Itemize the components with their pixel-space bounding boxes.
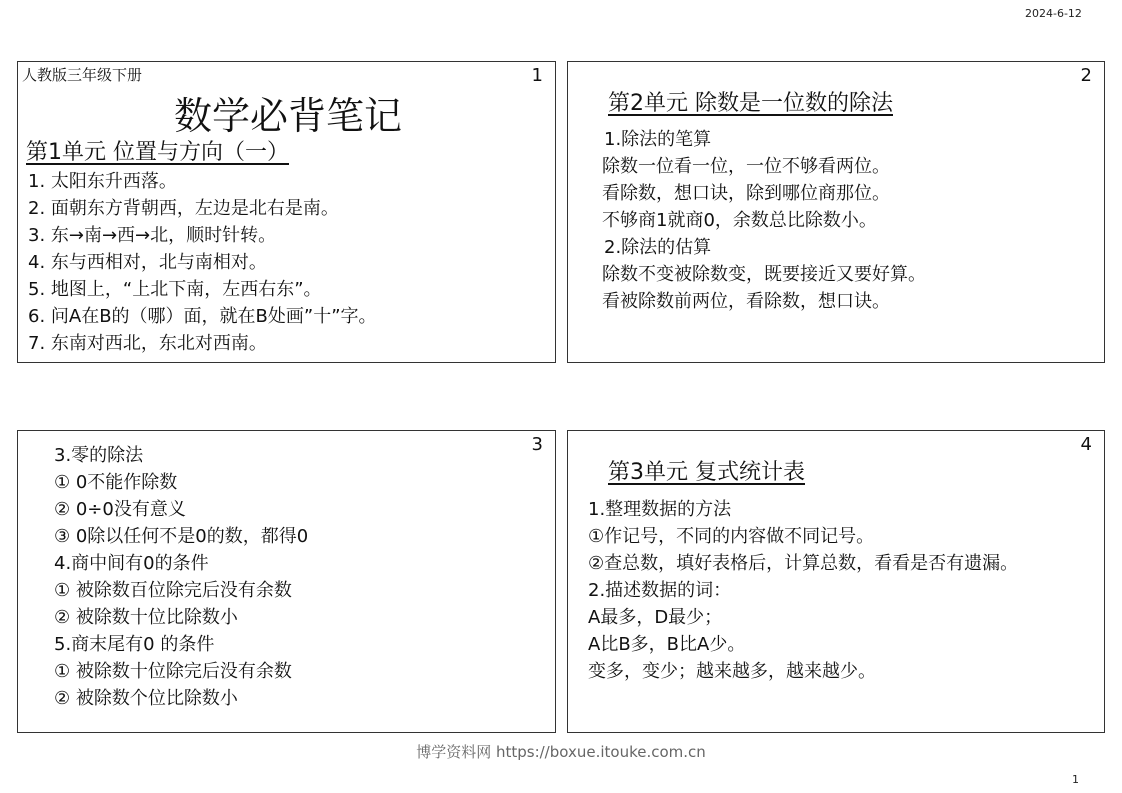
list-item: 不够商1就商0，余数总比除数小。 xyxy=(602,210,877,231)
slide-number: 1 xyxy=(531,65,543,86)
list-item: ②查总数，填好表格后，计算总数，看看是否有遗漏。 xyxy=(588,553,1019,574)
slide-panel-1 xyxy=(17,61,556,363)
list-item: ② 被除数十位比除数小 xyxy=(54,607,238,628)
section-heading: 2.除法的估算 xyxy=(604,237,712,258)
unit-heading: 第3单元 复式统计表 xyxy=(608,460,805,485)
list-item: 6. 问A在B的（哪）面，就在B处画”十”字。 xyxy=(28,306,377,327)
list-item: A比B多，B比A少。 xyxy=(588,634,746,655)
list-item: 除数一位看一位，一位不够看两位。 xyxy=(602,156,890,177)
list-item: 4. 东与西相对，北与南相对。 xyxy=(28,252,267,273)
list-item: ① 被除数十位除完后没有余数 xyxy=(54,661,292,682)
list-item: 除数不变被除数变，既要接近又要好算。 xyxy=(602,264,926,285)
edition-label: 人教版三年级下册 xyxy=(22,66,143,84)
list-item: 7. 东南对西北，东北对西南。 xyxy=(28,333,267,354)
slide-panel-3 xyxy=(17,430,556,733)
list-item: ① 0不能作除数 xyxy=(54,472,178,493)
slide-number: 4 xyxy=(1080,434,1092,455)
list-item: 2. 面朝东方背朝西，左边是北右是南。 xyxy=(28,198,339,219)
list-item: ① 被除数百位除完后没有余数 xyxy=(54,580,292,601)
slide-panel-4 xyxy=(567,430,1105,733)
list-item: 看除数，想口诀，除到哪位商那位。 xyxy=(602,183,890,204)
section-heading: 1.整理数据的方法 xyxy=(588,499,732,520)
list-item: 看被除数前两位，看除数，想口诀。 xyxy=(602,291,890,312)
list-item: ② 被除数个位比除数小 xyxy=(54,688,238,709)
page-number: 1 xyxy=(1072,773,1079,786)
slide-panel-2 xyxy=(567,61,1105,363)
print-date: 2024-6-12 xyxy=(1025,7,1082,20)
list-item: ② 0÷0没有意义 xyxy=(54,499,186,520)
list-item: 1. 太阳东升西落。 xyxy=(28,171,177,192)
slide-number: 2 xyxy=(1080,65,1092,86)
slide-number: 3 xyxy=(531,434,543,455)
section-heading: 2.描述数据的词： xyxy=(588,580,732,601)
list-item: ①作记号，不同的内容做不同记号。 xyxy=(588,526,875,547)
section-heading: 4.商中间有0的条件 xyxy=(54,553,209,574)
footer-watermark: 博学资料网 https://boxue.itouke.com.cn xyxy=(416,743,706,761)
unit-heading: 第1单元 位置与方向（一） xyxy=(26,140,289,165)
list-item: 5. 地图上，“上北下南，左西右东”。 xyxy=(28,279,322,300)
list-item: 3. 东→南→西→北，顺时针转。 xyxy=(28,225,277,246)
list-item: 变多，变少；越来越多，越来越少。 xyxy=(588,661,876,682)
section-heading: 1.除法的笔算 xyxy=(604,129,712,150)
notes-title: 数学必背笔记 xyxy=(174,94,403,138)
unit-heading: 第2单元 除数是一位数的除法 xyxy=(608,91,893,116)
list-item: A最多，D最少； xyxy=(588,607,723,628)
section-heading: 3.零的除法 xyxy=(54,445,144,466)
list-item: ③ 0除以任何不是0的数，都得0 xyxy=(54,526,309,547)
section-heading: 5.商末尾有0 的条件 xyxy=(54,634,215,655)
